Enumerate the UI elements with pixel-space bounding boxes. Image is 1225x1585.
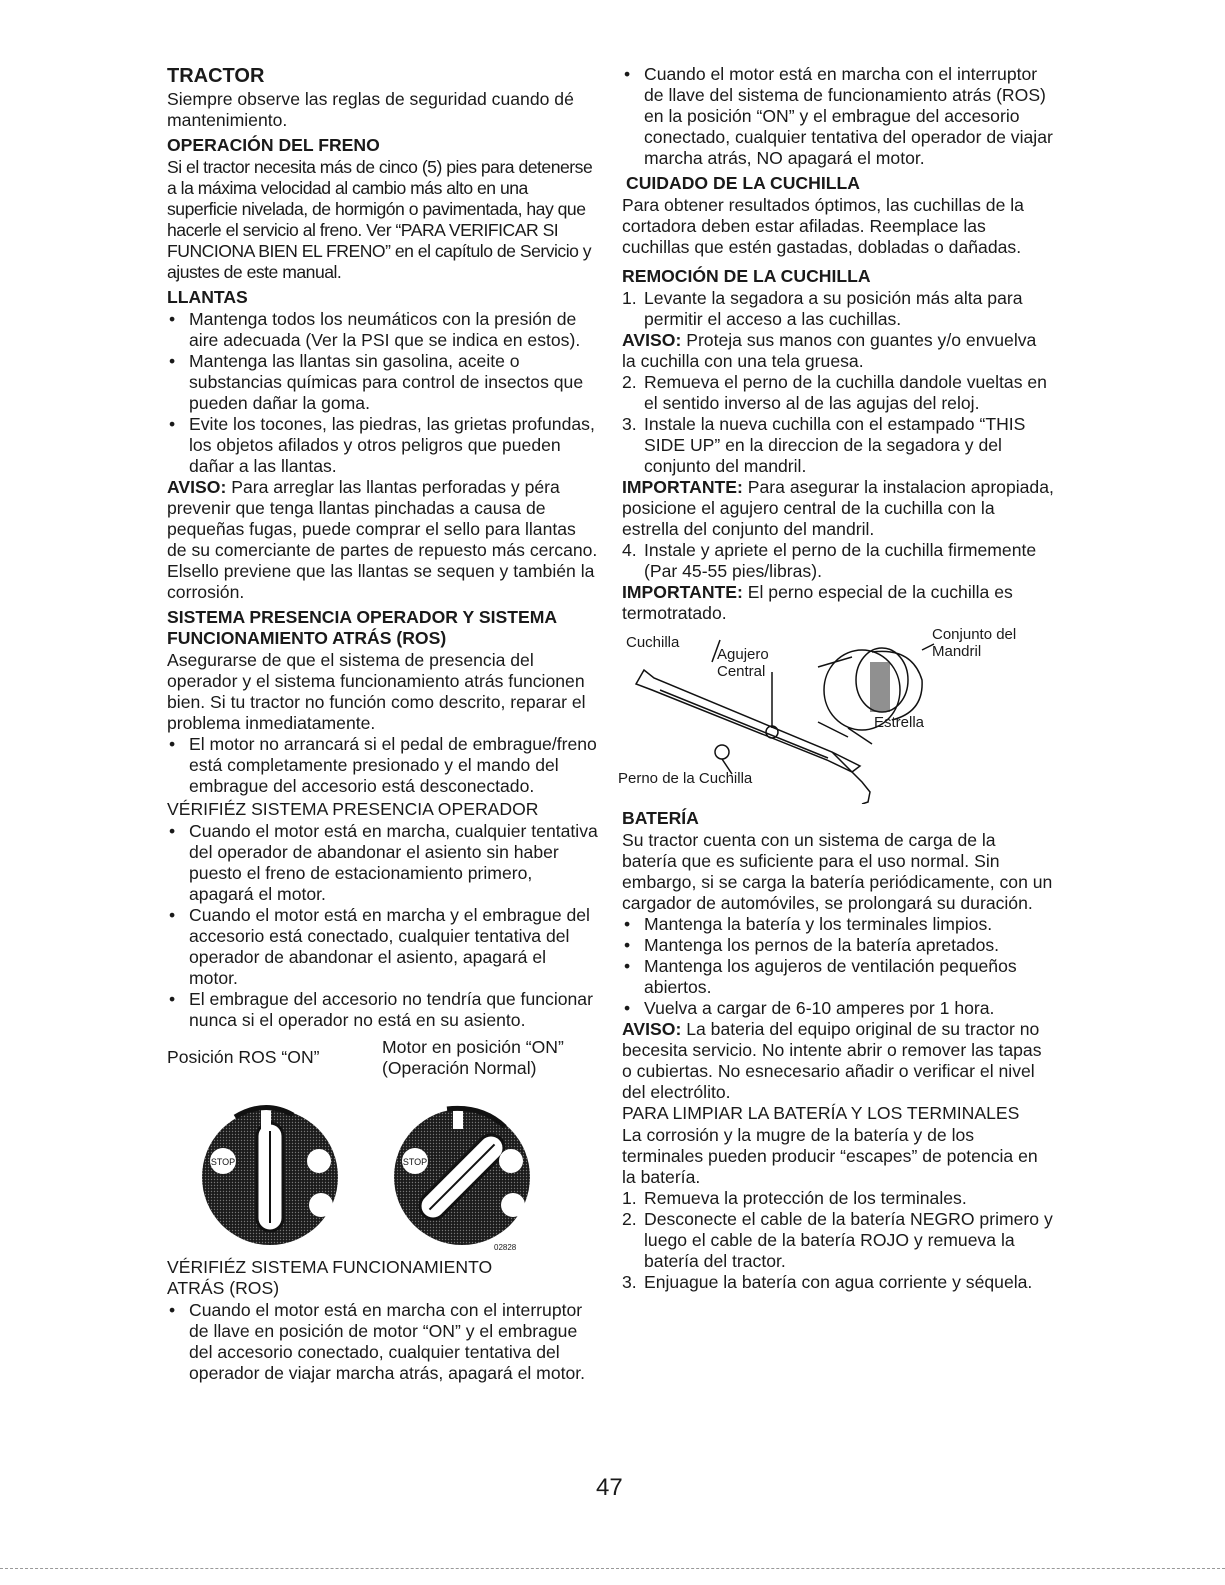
cuidado-text: Para obtener resultados óptimos, las cuchillas de la cortadora deben estar afiladas. Reemplace las cuchillas que estén gastadas, dobladas o dañadas. — [622, 195, 1024, 257]
llantas-list — [167, 309, 599, 477]
remocion-steps-c — [622, 540, 1054, 582]
list-item: • Cuando el motor está en marcha, cualquier tentativa del operador de abandonar el asiento sin haber puesto el freno de estacionamiento primero, apagará el motor. — [167, 821, 599, 905]
aviso-text: Para arreglar las llantas perforadas y péra prevenir que tenga llantas pinchadas a causa de pequeñas fugas, puede comprar el sello para llantas de su comerciante de partes de repuesto más cercano. Elsello previene que las llantas se sequen y también la corrosión. — [167, 477, 598, 602]
intro-text: Siempre observe las reglas de seguridad cuando dé mantenimiento. — [167, 89, 574, 130]
label-central: Central — [717, 663, 766, 680]
heading-line: VÉRIFIÉZ SISTEMA FUNCIONAMIENTO — [167, 1257, 493, 1277]
step-text: Instale la nueva cuchilla con el estampado “THIS SIDE UP” en la direccion de la segadora y del conjunto del mandril. — [644, 414, 1026, 476]
verifiez-ros-list — [167, 1300, 599, 1384]
step-item: 1. Levante la segadora a su posición más alta para permitir el acceso a las cuchillas. — [622, 288, 1023, 329]
step-text: Remueva la protección de los terminales. — [644, 1188, 967, 1208]
freno-text: Si el tractor necesita más de cinco (5) pies para detenerse a la máxima velocidad al cambio más alto en una superficie nivelada, de hormigón o pavimentada, hay que hacerle el servicio al freno. Ver “PARA VERIFICAR SI FUNCIONA BIEN EL FRENO” en el capítulo de Servicio y ajustes de este manual. — [167, 157, 593, 282]
step-text: Levante la segadora a su posición más alta para permitir el acceso a las cuchillas. — [644, 288, 1023, 329]
list-item: • Mantenga los pernos de la batería apretados. — [622, 935, 1054, 956]
step-item: 2. Remueva el perno de la cuchilla dandole vueltas en el sentido inverso al de las agujas del reloj. — [622, 372, 1047, 413]
importante-label: IMPORTANTE: — [622, 477, 743, 497]
bateria-aviso — [622, 1019, 1054, 1103]
label-estrella: Estrella — [874, 714, 925, 731]
limpiar-steps — [622, 1188, 1054, 1293]
page-number: 47 — [596, 1474, 623, 1501]
list-item: • Cuando el motor está en marcha con el interruptor de llave en posición de motor “ON” y el embrague del accesorio conectado, cualquier tentativa del operador de viajar marcha atrás, apagará el motor. — [167, 1300, 599, 1384]
sistema-text: Asegurarse de que el sistema de presencia del operador y el sistema funcionamiento atrás funcionen bien. Si tu tractor no función como descrito, reparar el problema inmediatamente. — [167, 650, 586, 733]
label-cuchilla: Cuchilla — [626, 634, 680, 651]
heading-operacion-freno: OPERACIÓN DEL FRENO — [167, 135, 380, 155]
step-item: 3. Enjuague la batería con agua corriente y séquela. — [622, 1272, 1033, 1292]
importante-text: Para asegurar la instalacion apropiada, posicione el agujero central de la cuchilla con la estrella del conjunto del mandril. — [622, 477, 1054, 539]
list-item: • Mantenga la batería y los terminales limpios. — [622, 914, 1054, 935]
step-item: 1. Remueva la protección de los terminales. — [622, 1188, 967, 1208]
heading-sistema-presencia: SISTEMA PRESENCIA OPERADOR Y SISTEMA FUNCIONAMIENTO ATRÁS (ROS) — [167, 607, 557, 648]
aviso-label: AVISO: — [167, 477, 227, 497]
heading-verifiez-ros — [167, 1257, 599, 1299]
section-title-tractor: TRACTOR — [167, 65, 265, 87]
bateria-list — [622, 914, 1054, 1019]
importante-1 — [622, 477, 1054, 540]
aviso-label: AVISO: — [622, 1019, 682, 1039]
list-item: • El motor no arrancará si el pedal de embrague/freno está completamente presionado y el mando del embrague del accesorio está desconectado. — [167, 734, 599, 797]
dial-caption-ros: Posición ROS “ON” — [167, 1047, 320, 1067]
list-item: • Evite los tocones, las piedras, las grietas profundas, los objetos afilados y otros peligros que pueden dañar a las llantas. — [167, 414, 599, 477]
heading-bateria: BATERÍA — [622, 808, 699, 828]
aviso-text: La bateria del equipo original de su tractor no becesita servicio. No intente abrir o remover las tapas o cubiertas. No esnecesario añadir o verificar el nivel del electrólito. — [622, 1019, 1042, 1102]
remocion-aviso — [622, 330, 1054, 372]
list-item: • El embrague del accesorio no tendría que funcionar nunca si el operador no está en su asiento. — [167, 989, 599, 1031]
step-text: Desconecte el cable de la batería NEGRO primero y luego el cable de la batería ROJO y remueva la batería del tractor. — [644, 1209, 1053, 1271]
list-item: • Mantenga las llantas sin gasolina, aceite o substancias químicas para control de insectos que pueden dañar la goma. — [167, 351, 599, 414]
step-item: 4. Instale y apriete el perno de la cuchilla firmemente (Par 45-55 pies/libras). — [622, 540, 1037, 581]
label-perno: Perno de la Cuchilla — [618, 770, 753, 787]
heading-llantas: LLANTAS — [167, 287, 248, 307]
heading-limpiar-bateria: PARA LIMPIAR LA BATERÍA Y LOS TERMINALES — [622, 1103, 1020, 1123]
page-bottom-divider — [0, 1568, 1225, 1569]
sistema-list — [167, 734, 599, 797]
aviso-label: AVISO: — [622, 330, 682, 350]
list-item: • Cuando el motor está en marcha y el embrague del accesorio está conectado, cualquier tentativa del operador de abandonar el asiento, apagará el motor. — [167, 905, 599, 989]
bateria-text: Su tractor cuenta con un sistema de carga de la batería que es suficiente para el uso normal. Sin embargo, si se carga la batería periódicamente, con un cargador de automóviles, se prolongará su duración. — [622, 830, 1053, 913]
limpiar-text: La corrosión y la mugre de la batería y de los terminales pueden producir “escapes” de potencia en la batería. — [622, 1125, 1038, 1187]
remocion-steps-b — [622, 372, 1054, 477]
heading-remocion-cuchilla: REMOCIÓN DE LA CUCHILLA — [622, 266, 871, 286]
heading-line: ATRÁS (ROS) — [167, 1278, 280, 1298]
verifiez-operador-list — [167, 821, 599, 1031]
step-item: 2. Desconecte el cable de la batería NEGRO primero y luego el cable de la batería ROJO y remueva la batería del tractor. — [622, 1209, 1053, 1271]
label-agujero: Agujero — [717, 646, 769, 663]
dial-caption-normal: (Operación Normal) — [382, 1058, 537, 1078]
step-text: Enjuague la batería con agua corriente y séquela. — [644, 1272, 1033, 1292]
heading-cuidado-cuchilla: CUIDADO DE LA CUCHILLA — [626, 173, 860, 193]
label-mandril: Mandril — [932, 643, 982, 660]
step-item: 3. Instale la nueva cuchilla con el estampado “THIS SIDE UP” en la direccion de la segadora y del conjunto del mandril. — [622, 414, 1026, 476]
heading-verifiez-operador: VÉRIFIÉZ SISTEMA PRESENCIA OPERADOR — [167, 799, 539, 819]
dial-caption-motor: Motor en posición “ON” — [382, 1037, 564, 1057]
importante-text: El perno especial de la cuchilla es termotratado. — [622, 582, 1013, 623]
ros-list-continued — [622, 64, 1054, 169]
label-conjunto: Conjunto del — [932, 626, 1017, 643]
importante-2 — [622, 582, 1054, 624]
ignition-dial-normal-icon — [387, 1097, 537, 1247]
svg-text:STOP: STOP — [210, 1157, 236, 1167]
figure-code: 02828 — [494, 1243, 517, 1252]
list-item: • Mantenga todos los neumáticos con la presión de aire adecuada (Ver la PSI que se indica en estos). — [167, 309, 599, 351]
step-text: Remueva el perno de la cuchilla dandole vueltas en el sentido inverso al de las agujas del reloj. — [644, 372, 1047, 413]
importante-label: IMPORTANTE: — [622, 582, 743, 602]
right-column — [618, 64, 1054, 1293]
ignition-dials-figure — [167, 1037, 599, 1255]
list-item: • Vuelva a cargar de 6-10 amperes por 1 hora. — [622, 998, 1054, 1019]
llantas-aviso — [167, 477, 599, 603]
step-text: Instale y apriete el perno de la cuchilla firmemente (Par 45-55 pies/libras). — [644, 540, 1037, 581]
svg-text:STOP: STOP — [402, 1157, 428, 1167]
list-item: • Cuando el motor está en marcha con el interruptor de llave del sistema de funcionamiento atrás (ROS) en la posición “ON” y el embrague del accesorio conectado, cualquier tentativa del operador de viajar marcha atrás, NO apagará el motor. — [622, 64, 1054, 169]
ignition-dial-ros-icon — [195, 1097, 345, 1247]
remocion-steps-a — [622, 288, 1054, 330]
list-item: • Mantenga los agujeros de ventilación pequeños abiertos. — [622, 956, 1054, 998]
aviso-text: Proteja sus manos con guantes y/o envuelva la cuchilla con una tela gruesa. — [622, 330, 1037, 371]
blade-diagram — [618, 626, 1054, 804]
left-column — [167, 64, 599, 1384]
